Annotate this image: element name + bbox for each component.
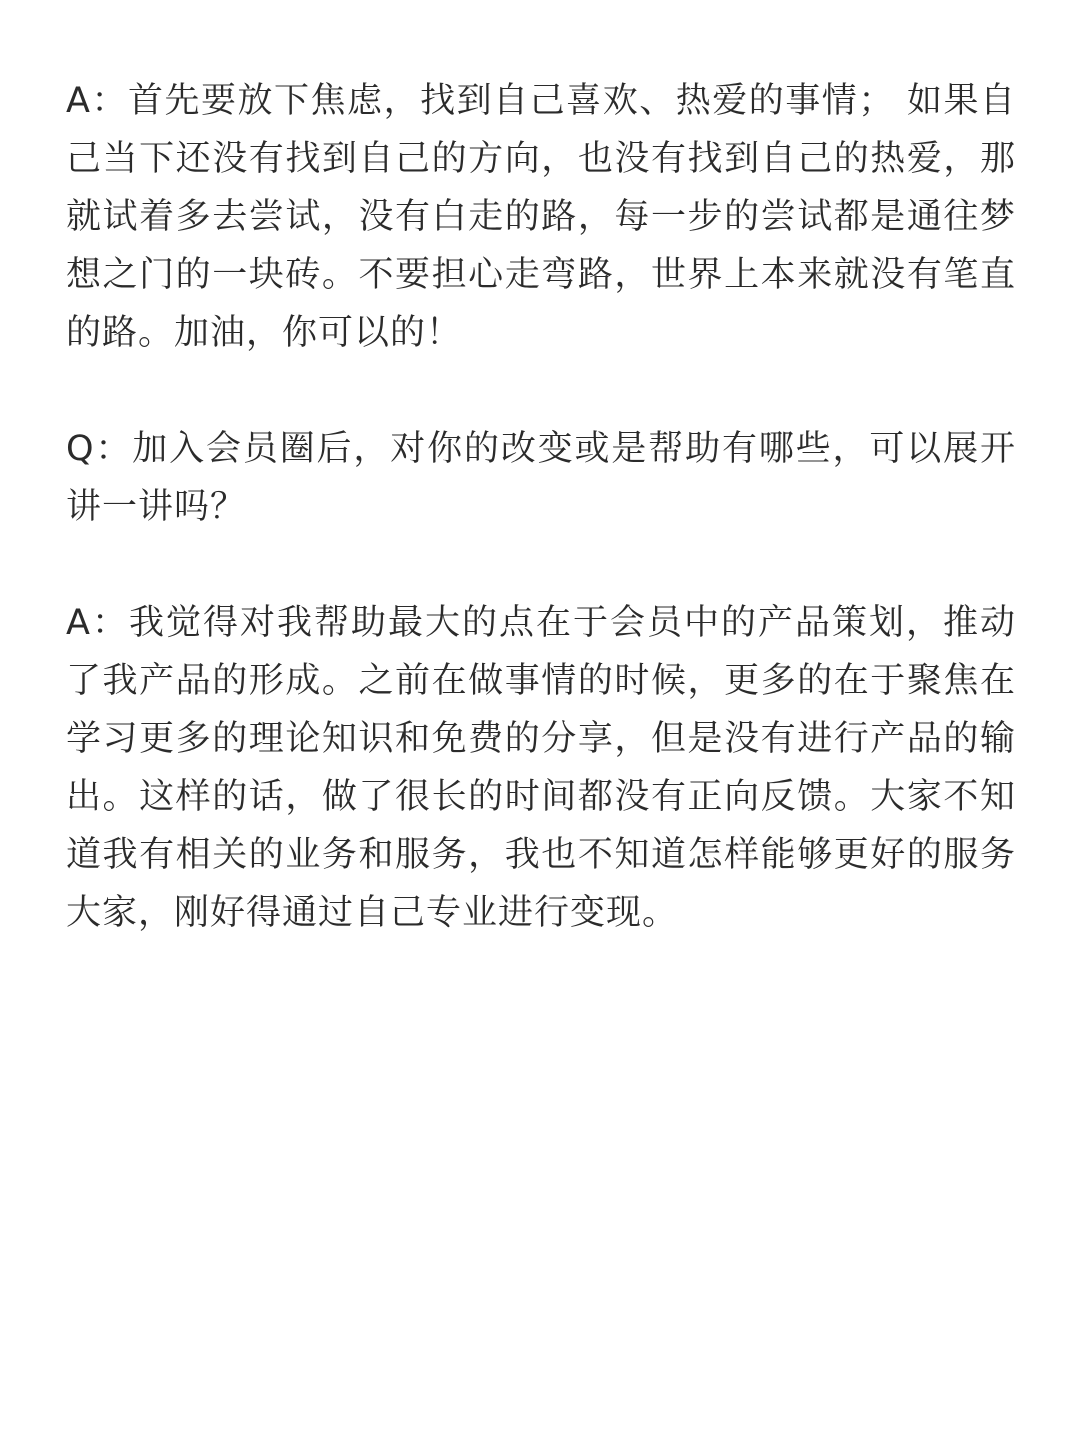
question-paragraph: Q：加入会员圈后，对你的改变或是帮助有哪些，可以展开讲一讲吗？	[66, 429, 1016, 527]
answer-paragraph-1: A：首先要放下焦虑，找到自己喜欢、热爱的事情； 如果自己当下还没有找到自己的方向，也没有找到自己的热爱，那就试着多去尝试，没有白走的路，每一步的尝试都是通往梦想之门的一块砖。不要担心走弯路，世界上本来就没有笔直的路。加油，你可以的！	[66, 81, 1016, 353]
answer-paragraph-2: A：我觉得对我帮助最大的点在于会员中的产品策划，推动了我产品的形成。之前在做事情的时候，更多的在于聚焦在学习更多的理论知识和免费的分享，但是没有进行产品的输出。这样的话，做了很长的时间都没有正向反馈。大家不知道我有相关的业务和服务，我也不知道怎样能够更好的服务大家，刚好得通过自己专业进行变现。	[66, 603, 1016, 933]
article-body	[66, 72, 1016, 1000]
